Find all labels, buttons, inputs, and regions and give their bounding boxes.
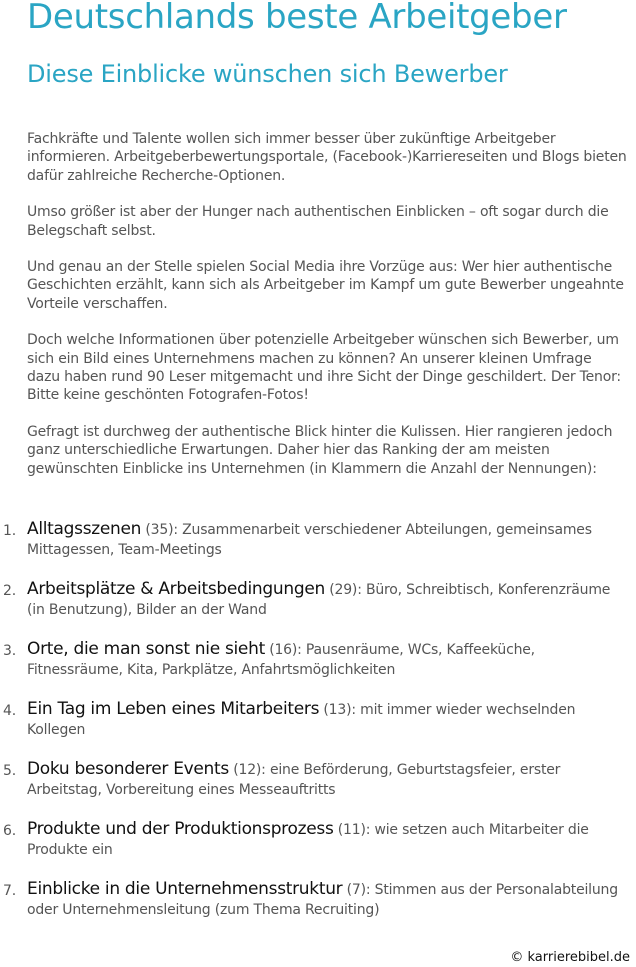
- copyright-footer: © karrierebibel.de: [510, 950, 630, 965]
- list-item-description: : Büro, Schreibtisch, Konferenzräume (in Benutzung), Bilder an der Wand: [27, 582, 611, 618]
- page-title: Deutschlands beste Arbeitgeber: [27, 0, 567, 37]
- list-item-description: : mit immer wieder wechselnden Kollegen: [27, 702, 576, 738]
- list-item-count: (16): [269, 642, 298, 658]
- list-item-number: 3.: [3, 643, 16, 659]
- list-item-count: (12): [233, 762, 262, 778]
- intro-paragraph: Gefragt ist durchweg der authentische Blick hinter die Kulissen. Hier rangieren jedoch ganz unterschiedliche Erwartungen. Daher hier das Ranking der am meisten gewünschten Einblicke ins Unternehmen (in Klammern die Anzahl der Nennungen):: [27, 423, 613, 477]
- list-item-description: : Stimmen aus der Personalabteilung oder Unternehmensleitung (zum Thema Recruiting): [27, 882, 618, 918]
- list-item-title: Produkte und der Produktionsprozess: [27, 819, 334, 839]
- intro-paragraph: Umso größer ist aber der Hunger nach authentischen Einblicken – oft sogar durch die Belegschaft selbst.: [27, 204, 609, 239]
- list-item-count: (11): [337, 822, 366, 838]
- list-item: [0, 879, 636, 920]
- list-item-title: Einblicke in die Unternehmensstruktur: [27, 879, 343, 899]
- list-item-title: Doku besonderer Events: [27, 759, 229, 779]
- list-item: [0, 759, 636, 800]
- list-item: [0, 579, 636, 620]
- intro-paragraph: Doch welche Informationen über potenzielle Arbeitgeber wünschen sich Bewerber, um sich ein Bild eines Unternehmens machen zu können? An unserer kleinen Umfrage dazu haben rund 90 Leser mitgemacht und ihre Sicht der Dinge geschildert. Der Tenor: Bitte keine geschönten Fotografen-Fotos!: [27, 332, 621, 404]
- intro-paragraph: Fachkräfte und Talente wollen sich immer besser über zukünftige Arbeitgeber informieren. Arbeitgeberbewertungsportale, (Facebook-)Karriereseiten und Blogs bieten dafür zahlreiche Recherche-Optionen.: [27, 131, 627, 184]
- list-item-number: 5.: [3, 763, 16, 779]
- list-item-number: 2.: [3, 583, 16, 599]
- list-item-count: (29): [329, 582, 358, 598]
- intro-paragraph: Und genau an der Stelle spielen Social Media ihre Vorzüge aus: Wer hier authentische Geschichten erzählt, kann sich als Arbeitgeber im Kampf um gute Bewerber ungeahnte Vorteile verschaffen.: [27, 259, 624, 312]
- list-item-count: (13): [323, 702, 352, 718]
- list-item-description: : Pausenräume, WCs, Kaffeeküche, Fitnessräume, Kita, Parkplätze, Anfahrtsmöglichkeiten: [27, 642, 535, 678]
- list-item-number: 1.: [3, 523, 16, 539]
- list-item: [0, 819, 636, 860]
- list-item-title: Orte, die man sonst nie sieht: [27, 639, 265, 659]
- list-item-count: (7): [346, 882, 366, 898]
- list-item-description: : Zusammenarbeit verschiedener Abteilungen, gemeinsames Mittagessen, Team-Meetings: [27, 522, 592, 558]
- list-item-description: : wie setzen auch Mitarbeiter die Produkte ein: [27, 822, 589, 858]
- list-item-number: 7.: [3, 883, 16, 899]
- list-item: [0, 519, 636, 560]
- ranking-list: [0, 519, 636, 939]
- list-item-title: Arbeitsplätze & Arbeitsbedingungen: [27, 579, 325, 599]
- list-item-title: Ein Tag im Leben eines Mitarbeiters: [27, 699, 320, 719]
- intro-text: [27, 130, 627, 496]
- list-item-description: : eine Beförderung, Geburtstagsfeier, erster Arbeitstag, Vorbereitung eines Messeauftritts: [27, 762, 561, 798]
- list-item-count: (35): [145, 522, 174, 538]
- list-item-number: 4.: [3, 703, 16, 719]
- list-item-number: 6.: [3, 823, 16, 839]
- list-item: [0, 639, 636, 680]
- list-item-title: Alltagsszenen: [27, 519, 142, 539]
- page-subtitle: Diese Einblicke wünschen sich Bewerber: [27, 60, 508, 88]
- list-item: [0, 699, 636, 740]
